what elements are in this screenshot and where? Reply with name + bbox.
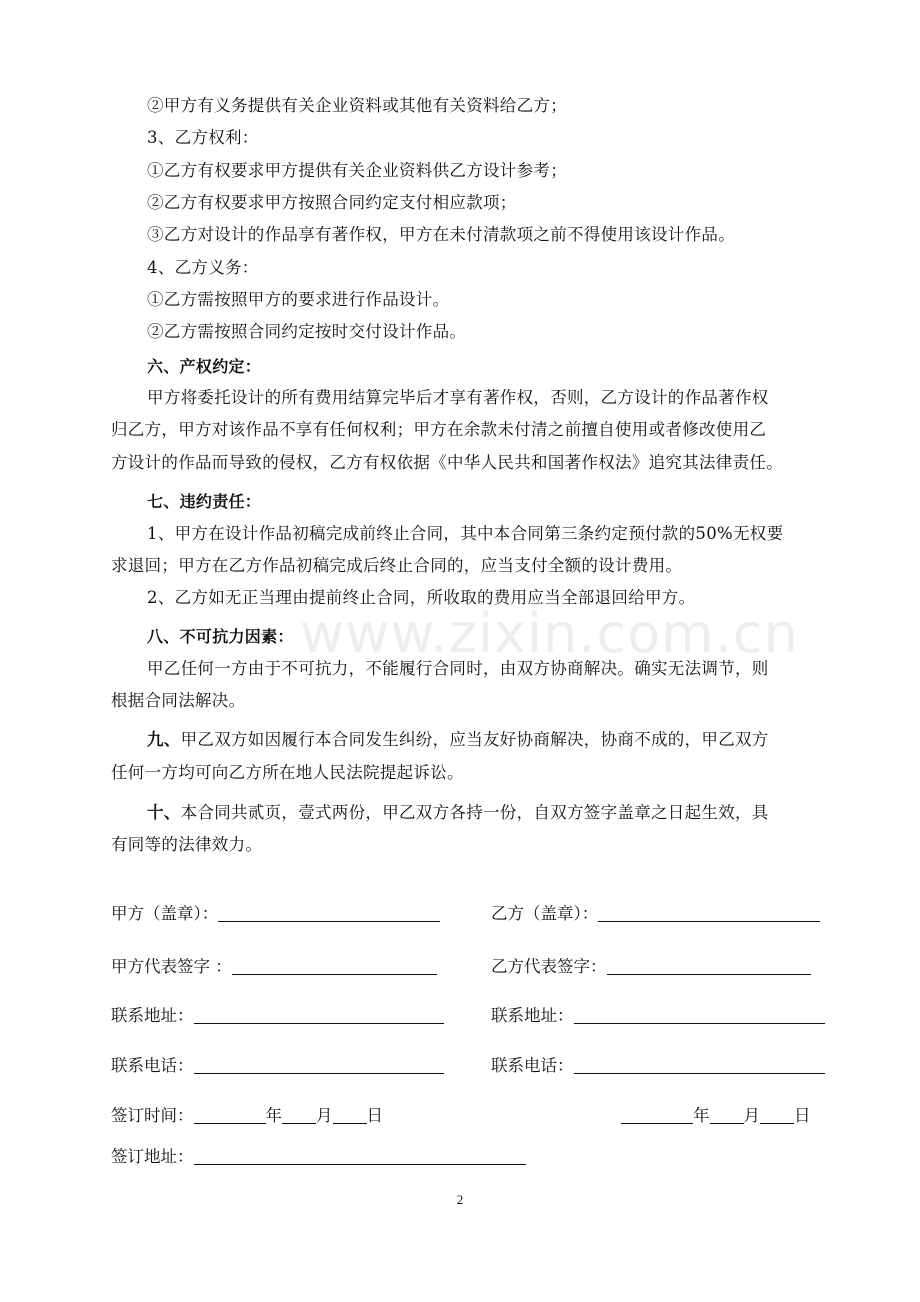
party-a-seal-label: 甲方（盖章）： xyxy=(111,904,219,923)
party-a-seal-line xyxy=(218,903,440,922)
party-b-rep-label: 乙方代表签字： xyxy=(491,957,607,976)
body-line: 有同等的法律效力。 xyxy=(111,835,263,854)
party-b-phone xyxy=(491,1054,825,1078)
clause-text: 甲乙双方如因履行本合同发生纠纷，应当友好协商解决，协商不成的，甲乙双方 xyxy=(180,730,769,749)
body-line: ③乙方对设计的作品享有著作权，甲方在未付清款项之前不得使用该设计作品。 xyxy=(147,225,735,244)
body-line: 1、甲方在设计作品初稿完成前终止合同，其中本合同第三条约定预付款的50%无权要 xyxy=(147,524,784,543)
month-label: 月 xyxy=(316,1106,333,1125)
party-a-rep-label: 甲方代表签字 ： xyxy=(111,957,232,976)
body-line xyxy=(0,801,920,825)
party-b-phone-line xyxy=(574,1055,825,1074)
body-line: 根据合同法解决。 xyxy=(111,691,246,710)
watermark: www.zixin.com.cn xyxy=(300,602,799,665)
body-line: 4、乙方义务： xyxy=(147,258,259,277)
year-label-b: 年 xyxy=(693,1106,710,1125)
body-line: 求退回；甲方在乙方作品初稿完成后终止合同的，应当支付全额的设计费用。 xyxy=(111,556,683,575)
party-b-phone-label: 联系电话： xyxy=(491,1056,574,1075)
body-line: ②乙方有权要求甲方按照合同约定支付相应款项； xyxy=(147,193,517,212)
party-a-address xyxy=(111,1004,444,1028)
section-heading: 八、不可抗力因素： xyxy=(147,627,294,646)
clause-text: 本合同共贰页，壹式两份，甲乙双方各持一份，自双方签字盖章之日起生效，具 xyxy=(180,803,769,822)
party-a-phone-label: 联系电话： xyxy=(111,1056,194,1075)
party-b-seal-line xyxy=(598,903,820,922)
body-line: ①乙方有权要求甲方提供有关企业资料供乙方设计参考； xyxy=(147,161,567,180)
clause-number: 九、 xyxy=(147,730,181,749)
day-blank-b xyxy=(760,1105,794,1124)
page-number: 2 xyxy=(456,1192,464,1207)
party-a-phone-line xyxy=(194,1055,444,1074)
day-label: 日 xyxy=(366,1106,383,1125)
month-blank-b xyxy=(710,1105,744,1124)
body-line: ②乙方需按照合同约定按时交付设计作品。 xyxy=(147,322,467,341)
party-b-address-label: 联系地址： xyxy=(491,1006,574,1025)
month-blank xyxy=(282,1105,316,1124)
party-b-rep-line xyxy=(607,956,811,975)
year-label: 年 xyxy=(265,1106,282,1125)
party-a-address-label: 联系地址： xyxy=(111,1006,194,1025)
sign-time-a xyxy=(111,1104,383,1128)
body-line xyxy=(0,728,920,752)
party-a-rep-line xyxy=(232,956,437,975)
party-b-rep xyxy=(491,955,811,979)
section-heading: 六、产权约定： xyxy=(147,357,262,376)
party-a-seal xyxy=(111,902,440,926)
party-b-seal xyxy=(491,902,820,926)
party-a-phone xyxy=(111,1054,444,1078)
body-line: 任何一方均可向乙方所在地人民法院提起诉讼。 xyxy=(111,763,464,782)
party-b-address-line xyxy=(574,1005,825,1024)
sign-place xyxy=(111,1145,526,1169)
party-a-rep xyxy=(111,955,437,979)
year-blank-b xyxy=(621,1105,693,1124)
body-line: 甲方将委托设计的所有费用结算完毕后才享有著作权，否则，乙方设计的作品著作权 xyxy=(147,388,769,407)
party-b-seal-label: 乙方（盖章）： xyxy=(491,904,599,923)
body-line: 甲乙任何一方由于不可抗力，不能履行合同时，由双方协商解决。确实无法调节，则 xyxy=(147,659,769,678)
sign-place-line xyxy=(194,1146,526,1165)
sign-time-b xyxy=(621,1104,811,1128)
year-blank xyxy=(194,1105,266,1124)
month-label-b: 月 xyxy=(743,1106,760,1125)
section-heading: 七、违约责任： xyxy=(147,492,262,511)
clause-number: 十、 xyxy=(147,803,181,822)
sign-time-label: 签订时间： xyxy=(111,1106,194,1125)
party-b-address xyxy=(491,1004,825,1028)
sign-place-label: 签订地址： xyxy=(111,1147,194,1166)
body-line: 方设计的作品而导致的侵权，乙方有权依据《中华人民共和国著作权法》追究其法律责任。 xyxy=(111,453,783,472)
body-line: 归乙方，甲方对该作品不享有任何权利；甲方在余款未付清之前擅自使用或者修改使用乙 xyxy=(111,420,767,439)
day-label-b: 日 xyxy=(794,1106,811,1125)
body-line: 3、乙方权利： xyxy=(147,128,259,147)
body-line: ①乙方需按照甲方的要求进行作品设计。 xyxy=(147,290,450,309)
body-line: ②甲方有义务提供有关企业资料或其他有关资料给乙方； xyxy=(147,96,567,115)
party-a-address-line xyxy=(194,1005,444,1024)
body-line: 2、乙方如无正当理由提前终止合同，所收取的费用应当全部退回给甲方。 xyxy=(147,588,696,607)
day-blank xyxy=(333,1105,367,1124)
